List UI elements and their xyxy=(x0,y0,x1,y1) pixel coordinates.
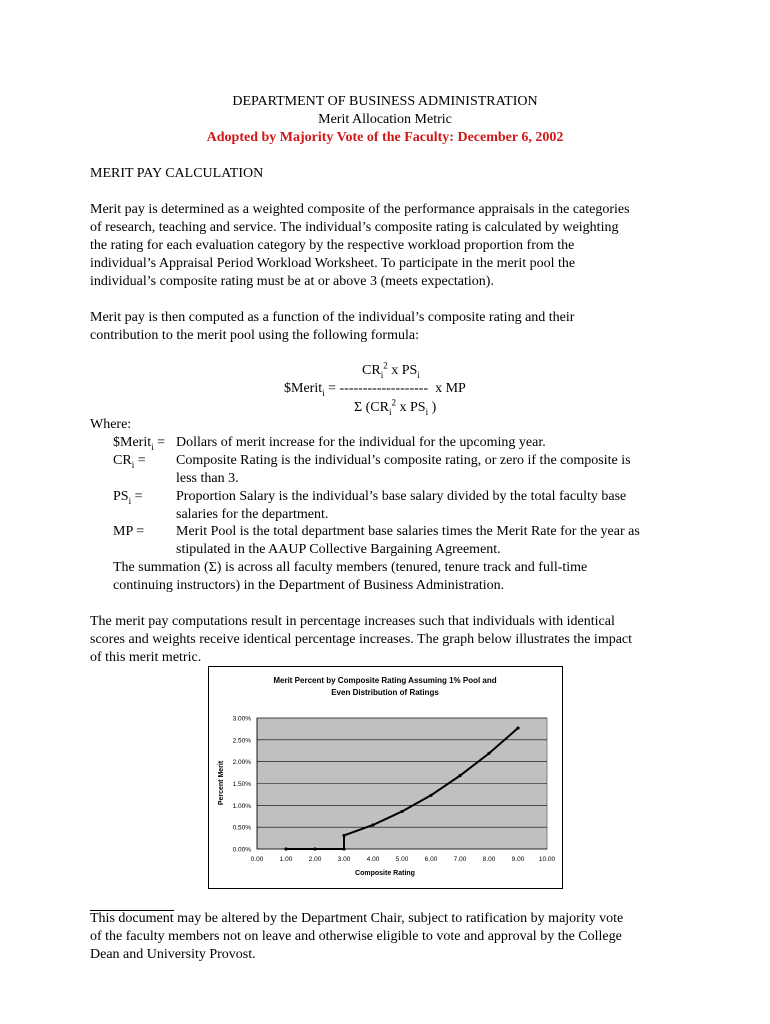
chart-data-point xyxy=(342,834,345,837)
section-title: MERIT PAY CALCULATION xyxy=(90,166,264,181)
formula-lhs: $Merit$_i$ = ------------------- x MP xyxy=(284,381,466,398)
chart-x-tick-label: 6.00 xyxy=(424,856,438,863)
summation-note: The summation (Σ) is across all faculty members (tenured, tenure track and full-time continuing instructors) in the Department of Business Administration. xyxy=(113,560,588,593)
paragraph-line: of this merit metric. xyxy=(90,650,202,665)
chart-y-tick-label: 2.50% xyxy=(232,737,251,745)
paragraph-line: individual’s Appraisal Period Workload Worksheet. To participate in the merit pool the xyxy=(90,256,576,271)
footnote: This document may be altered by the Department Chair, subject to ratification by majority vote of the faculty members not on leave and otherwise eligible to vote and approval by the College Dean and University Provost. xyxy=(90,911,624,962)
merit-chart xyxy=(208,666,563,889)
merit-chart-svg xyxy=(209,667,562,888)
formula-numerator: $CR_i^2$ x $PS_i$ xyxy=(362,360,420,380)
chart-x-tick-label: 9.00 xyxy=(511,856,525,863)
adoption-notice: Adopted by Majority Vote of the Faculty: December 6, 2002 xyxy=(206,130,564,145)
chart-x-tick-label: 10.00 xyxy=(538,856,556,863)
chart-data-point xyxy=(429,794,432,797)
chart-data-point xyxy=(487,752,490,755)
chart-x-tick-label: 3.00 xyxy=(337,856,351,863)
paragraph-intro xyxy=(90,201,680,291)
chart-y-tick-label: 3.00% xyxy=(232,715,251,723)
chart-data-point xyxy=(284,847,287,850)
chart-data-point xyxy=(371,823,374,826)
definition-text-merit: Dollars of merit increase for the individual for the upcoming year. xyxy=(176,435,546,450)
chart-data-point xyxy=(458,774,461,777)
definition-text-cr: Composite Rating is the individual’s composite rating, or zero if the composite is less than 3. xyxy=(176,453,631,486)
definition-term-mp: MP = xyxy=(113,524,145,539)
chart-data-point xyxy=(342,847,345,850)
chart-data-point xyxy=(516,726,519,729)
formula-denominator: Σ ($CR_i^2$ x $PS_i$ ) xyxy=(354,397,437,417)
chart-y-tick-label: 0.00% xyxy=(232,846,251,854)
chart-x-axis-label: Composite Rating xyxy=(355,870,415,877)
paragraph-line: Merit pay is then computed as a function of the individual’s composite rating and their xyxy=(90,310,575,325)
document-subtitle: Merit Allocation Metric xyxy=(318,112,452,127)
chart-x-tick-label: 5.00 xyxy=(395,856,409,863)
definition-term-cr: $CR_i$ = xyxy=(113,453,146,470)
chart-data-point xyxy=(400,810,403,813)
definition-term-ps: $PS_i$ = xyxy=(113,489,143,506)
paragraph-formula-intro xyxy=(90,309,680,345)
chart-y-tick-label: 0.50% xyxy=(232,824,251,832)
chart-data-point xyxy=(313,847,316,850)
chart-x-tick-label: 0.00 xyxy=(250,856,264,863)
definition-text-ps: Proportion Salary is the individual’s base salary divided by the total faculty base salaries for the department. xyxy=(176,489,627,522)
chart-x-tick-label: 4.00 xyxy=(366,856,380,863)
chart-title-line: Merit Percent by Composite Rating Assuming 1% Pool and xyxy=(273,676,497,685)
chart-y-tick-label: 1.50% xyxy=(232,781,251,788)
paragraph-line: Merit pay is determined as a weighted composite of the performance appraisals in the categories xyxy=(90,202,630,217)
paragraph-line: contribution to the merit pool using the following formula: xyxy=(90,328,419,343)
chart-y-axis-label: Percent Merit xyxy=(218,760,225,806)
paragraph-line: of research, teaching and service. The individual’s composite rating is calculated by weighting xyxy=(90,220,619,235)
definition-term-merit: $Merit$_i$ = xyxy=(113,435,166,452)
chart-y-tick-label: 1.00% xyxy=(232,802,251,810)
paragraph-graph-intro xyxy=(90,613,680,667)
definition-text-mp: Merit Pool is the total department base salaries times the Merit Rate for the year as stipulated in the AAUP Collective Bargaining Agreement. xyxy=(176,524,640,557)
where-label: Where: xyxy=(90,417,132,432)
chart-plot-area xyxy=(233,716,556,864)
chart-x-tick-label: 1.00 xyxy=(279,856,293,863)
department-heading: DEPARTMENT OF BUSINESS ADMINISTRATION xyxy=(232,94,538,109)
chart-x-tick-label: 2.00 xyxy=(308,856,322,863)
chart-x-tick-label: 8.00 xyxy=(482,856,496,863)
paragraph-line: individual’s composite rating must be at or above 3 (meets expectation). xyxy=(90,274,494,289)
chart-y-tick-label: 2.00% xyxy=(232,759,251,767)
chart-x-tick-label: 7.00 xyxy=(453,856,467,863)
chart-title-line: Even Distribution of Ratings xyxy=(331,688,439,697)
paragraph-line: the rating for each evaluation category by the respective workload proportion from the xyxy=(90,238,575,253)
paragraph-line: The merit pay computations result in percentage increases such that individuals with identical xyxy=(90,614,615,629)
paragraph-line: scores and weights receive identical percentage increases. The graph below illustrates the impact xyxy=(90,632,633,647)
